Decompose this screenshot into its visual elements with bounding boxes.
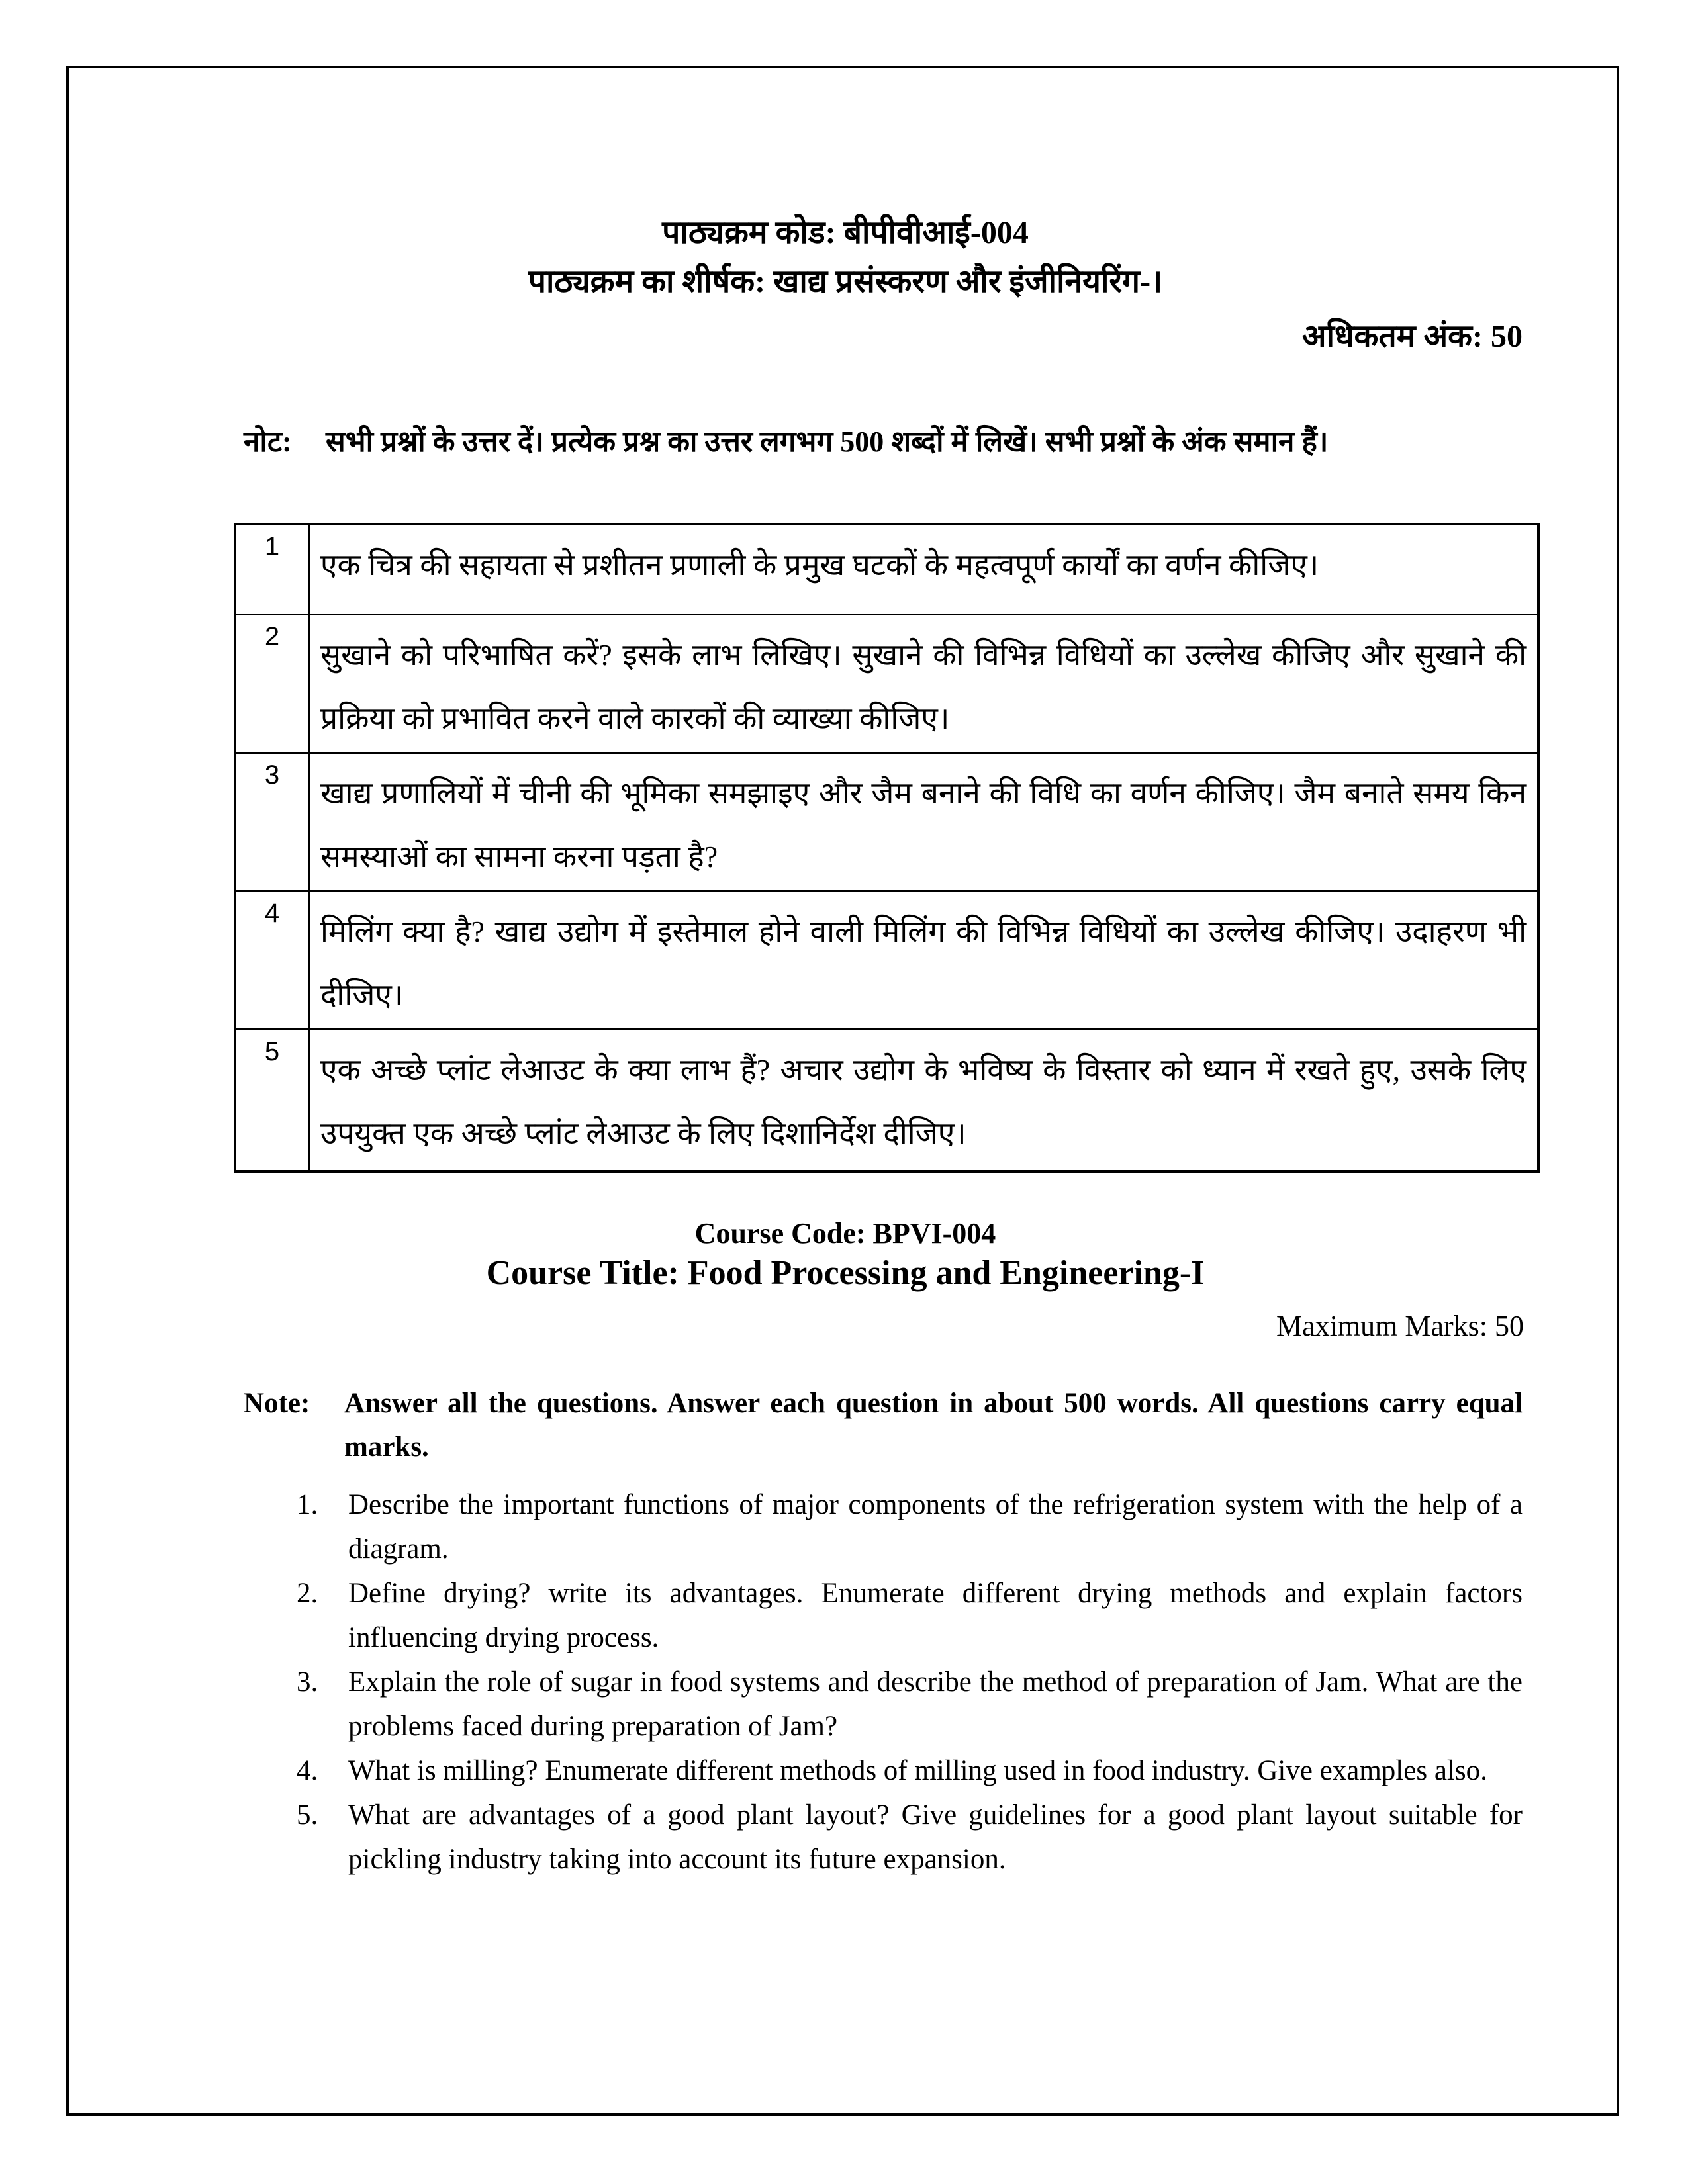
item-text: Describe the important functions of major components of the refrigeration system with the help of a diagram. (348, 1489, 1523, 1565)
row-question: एक चित्र की सहायता से प्रशीतन प्रणाली के प्रमुख घटकों के महत्वपूर्ण कार्यों का वर्णन कीजिए। (309, 524, 1539, 615)
item-number: 4. (297, 1755, 318, 1786)
hindi-course-code: पाठ्यक्रम कोड: बीपीवीआई-004 (662, 215, 1029, 250)
hindi-max-marks: अधिकतम अंक: 50 (1301, 319, 1523, 354)
item-number: 3. (297, 1666, 318, 1698)
item-text: Explain the role of sugar in food systems and describe the method of preparation of Jam. What are the problems faced during preparation of Jam? (348, 1666, 1523, 1742)
english-max-marks: Maximum Marks: 50 (1276, 1310, 1524, 1342)
item-text: What is milling? Enumerate different methods of milling used in food industry. Give examples also. (348, 1755, 1487, 1786)
item-text: What are advantages of a good plant layout? Give guidelines for a good plant layout suitable for pickling industry taking into account its future expansion. (348, 1799, 1523, 1875)
english-note-label: Note: (244, 1388, 310, 1419)
table-row (235, 753, 1538, 891)
questions-table (234, 523, 1540, 1173)
row-question: खाद्य प्रणालियों में चीनी की भूमिका समझाइए और जैम बनाने की विधि का वर्णन कीजिए। जैम बनाते समय किन समस्याओं का सामना करना पड़ता है? (309, 753, 1539, 891)
english-course-code: Course Code: BPVI-004 (694, 1217, 996, 1250)
row-number: 1 (235, 524, 309, 615)
row-number: 5 (235, 1030, 309, 1172)
item-number: 2. (297, 1578, 318, 1609)
row-question: मिलिंग क्या है? खाद्य उद्योग में इस्तेमाल होने वाली मिलिंग की विभिन्न विधियों का उल्लेख कीजिए। उदाहरण भी दीजिए। (309, 891, 1539, 1030)
table-row (235, 891, 1538, 1030)
list-item (297, 1660, 1523, 1749)
table-row (235, 524, 1538, 615)
row-number: 3 (235, 753, 309, 891)
row-number: 2 (235, 615, 309, 753)
row-question: सुखाने को परिभाषित करें? इसके लाभ लिखिए। सुखाने की विभिन्न विधियों का उल्लेख कीजिए और सुखाने की प्रक्रिया को प्रभावित करने वाले कारकों की व्याख्या कीजिए। (309, 615, 1539, 753)
list-item (297, 1749, 1523, 1793)
item-number: 1. (297, 1489, 318, 1520)
item-number: 5. (297, 1799, 318, 1831)
item-text: Define drying? write its advantages. Enumerate different drying methods and explain factors influencing drying process. (348, 1578, 1523, 1653)
row-number: 4 (235, 891, 309, 1030)
english-question-list (297, 1482, 1523, 1882)
english-course-title: Course Title: Food Processing and Engineering-I (486, 1254, 1205, 1292)
hindi-note-label: नोट: (244, 426, 292, 458)
table-row (235, 1030, 1538, 1172)
english-note (244, 1382, 1523, 1469)
english-note-text: Answer all the questions. Answer each question in about 500 words. All questions carry equal marks. (344, 1388, 1523, 1463)
list-item (297, 1793, 1523, 1882)
hindi-course-title: पाठ्यक्रम का शीर्षक: खाद्य प्रसंस्करण और इंजीनियरिंग-। (528, 264, 1163, 299)
row-question: एक अच्छे प्लांट लेआउट के क्या लाभ हैं? अचार उद्योग के भविष्य के विस्तार को ध्यान में रखते हुए, उसके लिए उपयुक्त एक अच्छे प्लांट लेआउट के लिए दिशानिर्देश दीजिए। (309, 1030, 1539, 1172)
table-row (235, 615, 1538, 753)
list-item (297, 1482, 1523, 1571)
hindi-note-text: सभी प्रश्नों के उत्तर दें। प्रत्येक प्रश्न का उत्तर लगभग 500 शब्दों में लिखें। सभी प्रश्नों के अंक समान हैं। (326, 426, 1329, 458)
hindi-note (244, 412, 1484, 473)
list-item (297, 1571, 1523, 1660)
